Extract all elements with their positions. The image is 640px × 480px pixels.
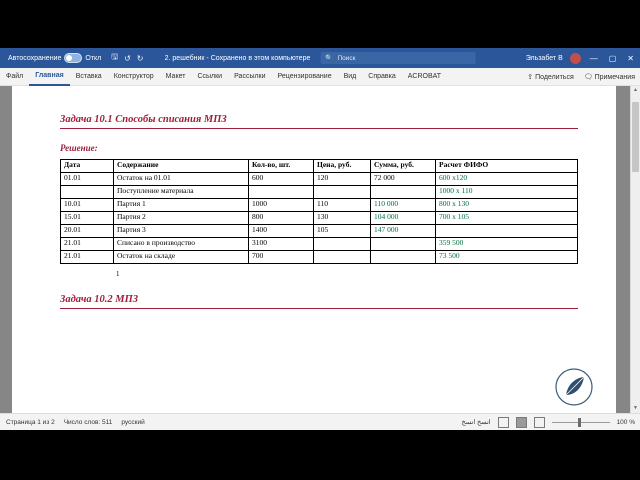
cell-date: 20.01 — [61, 225, 114, 238]
tab-help[interactable]: Справка — [368, 73, 396, 80]
maximize-button[interactable]: ▢ — [608, 53, 617, 63]
tab-mailings[interactable]: Рассылки — [234, 73, 266, 80]
search-input[interactable] — [320, 52, 475, 64]
cell-content: Партия 2 — [114, 212, 249, 225]
cell-date: 01.01 — [61, 173, 114, 186]
page-number: 1 — [116, 270, 120, 278]
table-row — [61, 251, 578, 264]
table-row — [61, 186, 578, 199]
cell-fifo: 1000 х 110 — [436, 186, 578, 199]
avatar[interactable] — [570, 53, 581, 64]
tab-references[interactable]: Ссылки — [197, 73, 223, 80]
print-layout-icon[interactable] — [516, 417, 527, 428]
cell-sum — [371, 251, 436, 264]
cell-qty — [249, 186, 314, 199]
autosave-label: Автосохранение — [8, 54, 62, 62]
cell-qty: 600 — [249, 173, 314, 186]
cell-fifo: 600 х120 — [436, 173, 578, 186]
word-count[interactable]: Число слов: 511 — [63, 418, 113, 426]
table-row — [61, 199, 578, 212]
page-content — [12, 86, 616, 309]
autosave-toggle[interactable] — [64, 53, 82, 63]
ribbon-right-group — [527, 73, 635, 81]
cell-qty: 3100 — [249, 238, 314, 251]
page-indicator[interactable]: Страница 1 из 2 — [6, 418, 55, 426]
title-bar-right — [526, 53, 636, 64]
letterbox-bottom — [0, 428, 640, 480]
close-button[interactable]: ✕ — [627, 53, 634, 63]
cell-content: Партия 1 — [114, 199, 249, 212]
language-indicator[interactable]: русский — [121, 418, 145, 426]
cell-date: 21.01 — [61, 251, 114, 264]
vertical-scrollbar[interactable] — [630, 86, 640, 413]
tab-acrobat[interactable]: ACROBAT — [407, 73, 442, 80]
cell-sum: 104 000 — [371, 212, 436, 225]
zoom-slider[interactable] — [552, 418, 610, 427]
undo-icon[interactable]: ↺ — [124, 53, 131, 63]
share-label: Поделиться — [535, 73, 574, 81]
cell-qty: 1400 — [249, 225, 314, 238]
tab-home[interactable]: Главная — [29, 67, 69, 86]
zoom-level[interactable]: 100 % — [616, 418, 635, 426]
th-quantity: Кол-во, шт. — [249, 160, 314, 173]
redo-icon[interactable]: ↻ — [136, 53, 144, 63]
share-icon: ⇪ — [527, 73, 534, 81]
cell-content: Остаток на складе — [114, 251, 249, 264]
read-mode-icon[interactable] — [498, 417, 509, 428]
tab-insert[interactable]: Вставка — [75, 73, 102, 80]
tab-view[interactable]: Вид — [343, 73, 357, 80]
th-fifo: Расчет ФИФО — [436, 160, 578, 173]
cell-fifo: 700 х 105 — [436, 212, 578, 225]
cell-fifo: 73 500 — [436, 251, 578, 264]
cell-date: 21.01 — [61, 238, 114, 251]
fifo-table — [60, 159, 578, 264]
status-left-group — [6, 419, 145, 426]
cell-sum: 110 000 — [371, 199, 436, 212]
cell-fifo — [436, 225, 578, 238]
tab-review[interactable]: Рецензирование — [277, 73, 332, 80]
autosave-state: Откл — [85, 54, 102, 62]
web-layout-icon[interactable] — [534, 417, 545, 428]
scroll-down-arrow[interactable]: ▼ — [633, 405, 638, 411]
tab-layout[interactable]: Макет — [165, 73, 186, 80]
cell-qty: 1000 — [249, 199, 314, 212]
cell-price: 120 — [314, 173, 371, 186]
heading-rule — [60, 128, 578, 129]
status-right-group — [462, 417, 635, 428]
cell-content: Поступление материала — [114, 186, 249, 199]
cell-price — [314, 251, 371, 264]
th-content: Содержание — [114, 160, 249, 173]
letterbox-top — [0, 0, 640, 48]
minimize-button[interactable]: — — [589, 53, 598, 63]
user-name[interactable]: Эльзабет В — [525, 54, 563, 62]
scrollbar-thumb[interactable] — [632, 102, 639, 172]
cell-sum: 147 000 — [371, 225, 436, 238]
cell-date: 10.01 — [61, 199, 114, 212]
cell-fifo: 800 х 130 — [436, 199, 578, 212]
cell-date — [61, 186, 114, 199]
comment-icon: 🗨 — [583, 73, 593, 81]
table-row — [61, 173, 578, 186]
share-button[interactable] — [527, 73, 573, 81]
table-header-row — [61, 160, 578, 173]
table-row — [61, 225, 578, 238]
cell-fifo: 359 500 — [436, 238, 578, 251]
document-title: 2. решебник - Сохранено в этом компьютере — [164, 54, 311, 62]
quick-access-toolbar — [111, 51, 143, 65]
table-row — [61, 212, 578, 225]
scroll-up-arrow[interactable]: ▲ — [633, 87, 638, 93]
accessibility-status[interactable]: انسخ انسخ — [461, 419, 491, 426]
ribbon-tabs — [0, 68, 640, 86]
leaf-logo-icon — [554, 367, 594, 407]
autosave-control[interactable] — [8, 53, 101, 63]
save-icon[interactable]: 🖫 — [111, 52, 119, 61]
word-application-window — [0, 48, 640, 428]
comments-label: Примечания — [594, 73, 635, 81]
cell-date: 15.01 — [61, 212, 114, 225]
table-row — [61, 238, 578, 251]
th-price: Цена, руб. — [314, 160, 371, 173]
cell-content: Остаток на 01.01 — [114, 173, 249, 186]
title-center-group — [165, 52, 476, 64]
page-title: Задача 10.1 Способы списания МПЗ — [60, 114, 227, 125]
cell-qty: 700 — [249, 251, 314, 264]
zoom-knob[interactable] — [578, 418, 581, 427]
cell-sum — [371, 186, 436, 199]
page-title-2: Задача 10.2 МПЗ — [60, 294, 139, 305]
cell-sum — [371, 238, 436, 251]
cell-price — [314, 186, 371, 199]
search-icon: 🔍 — [325, 55, 334, 62]
cell-content: Списано в производство — [114, 238, 249, 251]
comments-button[interactable] — [584, 73, 635, 81]
tab-file[interactable]: Файл — [6, 73, 24, 80]
document-page[interactable] — [12, 86, 616, 413]
tab-design[interactable]: Конструктор — [113, 73, 154, 80]
cell-price: 110 — [314, 199, 371, 212]
search-placeholder: Поиск — [337, 54, 356, 62]
zoom-rail — [552, 422, 610, 423]
heading-rule-2 — [60, 308, 578, 309]
cell-qty: 800 — [249, 212, 314, 225]
th-date: Дата — [61, 160, 114, 173]
th-sum: Сумма, руб. — [371, 160, 436, 173]
cell-price: 105 — [314, 225, 371, 238]
cell-price — [314, 238, 371, 251]
title-bar — [0, 48, 640, 68]
solution-label: Решение: — [60, 143, 98, 153]
document-canvas — [0, 86, 640, 413]
cell-content: Партия 3 — [114, 225, 249, 238]
cell-price: 130 — [314, 212, 371, 225]
status-bar — [0, 413, 640, 430]
cell-sum: 72 000 — [371, 173, 436, 186]
